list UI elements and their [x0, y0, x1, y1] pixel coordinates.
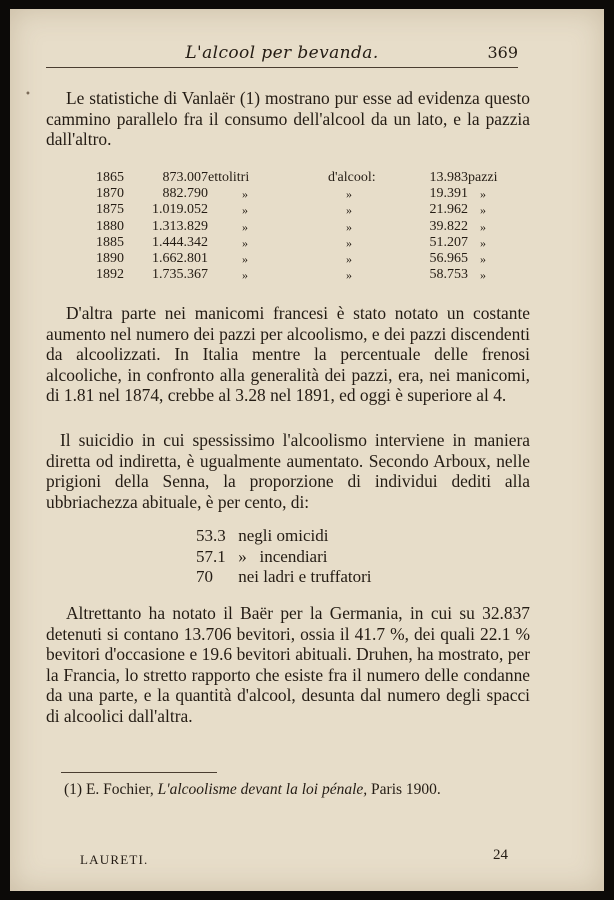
- book-page: [10, 9, 604, 891]
- crime-row: [196, 567, 372, 588]
- stats-unit-ettolitri: »: [242, 268, 248, 283]
- stats-pazzi-count: 39.822: [429, 218, 468, 234]
- crime-row: [196, 547, 372, 568]
- stats-year: 1880: [96, 218, 124, 234]
- crime-percent: 53.3: [196, 526, 226, 545]
- stats-liters: 1.662.801: [152, 251, 208, 267]
- stats-row: [96, 170, 520, 186]
- stats-unit-pazzi: »: [480, 235, 486, 250]
- stats-liters: 1.313.829: [152, 218, 208, 234]
- footnote-author: (1) E. Fochier,: [64, 781, 154, 798]
- stats-unit-ettolitri: »: [242, 203, 248, 218]
- stats-year: 1890: [96, 251, 124, 267]
- paragraph-french-asylums: D'altra parte nei manicomi francesi è stato notato un costante aumento nel numero dei pazzi per alcoolismo, e dei pazzi discendenti da alcoolizzati. In Italia mentre la percentuale delle frenosi alcooliche, in confronto alla generalità dei pazzi, era, nei manicomi, di 1.81 nel 1874, crebbe al 3.28 nel 1891, ed oggi è superiore al 4.: [46, 303, 530, 405]
- stats-pazzi-count: 58.753: [429, 267, 468, 283]
- stats-liters: 1.444.342: [152, 234, 208, 250]
- stats-year: 1885: [96, 234, 124, 250]
- footnote-place-year: Paris 1900.: [371, 781, 441, 798]
- footnote-divider: [61, 772, 217, 773]
- footnote: [64, 781, 441, 799]
- stats-unit-ettolitri: »: [242, 252, 248, 267]
- stats-unit-pazzi: »: [480, 219, 486, 234]
- stats-liters: 873.007: [162, 170, 208, 185]
- stats-unit-ettolitri: »: [242, 219, 248, 234]
- stats-row: [96, 267, 520, 283]
- crime-percentage-list: [196, 526, 372, 588]
- running-title: L'alcool per bevanda.: [185, 43, 379, 63]
- page-header: [46, 37, 518, 68]
- stats-year: 1865: [96, 170, 124, 185]
- stats-unit-ettolitri: ettolitri: [208, 170, 250, 185]
- crime-row: [196, 526, 372, 547]
- crime-label: » incendiari: [238, 546, 328, 566]
- crime-percent: 57.1: [196, 546, 226, 566]
- stats-pazzi-count: 56.965: [429, 251, 468, 267]
- footnote-title: L'alcoolisme devant la loi pénale,: [157, 781, 368, 798]
- stats-unit-alcool: »: [346, 203, 352, 218]
- stats-row: [96, 235, 520, 251]
- sheet-number: 24: [493, 847, 508, 863]
- stats-row: [96, 251, 520, 267]
- stats-pazzi-count: 51.207: [429, 234, 468, 250]
- stray-ink-mark: •: [25, 89, 31, 100]
- stats-unit-pazzi: »: [480, 203, 486, 218]
- crime-label: nei ladri e truffatori: [238, 567, 372, 586]
- stats-pazzi-count: 13.983: [429, 170, 468, 185]
- stats-unit-alcool: »: [346, 268, 352, 283]
- stats-pazzi-count: 21.962: [429, 202, 468, 218]
- stats-pazzi-count: 19.391: [429, 186, 468, 202]
- stats-row: [96, 186, 520, 202]
- stats-unit-alcool: »: [346, 187, 352, 202]
- stats-year: 1892: [96, 267, 124, 283]
- stats-unit-pazzi: »: [480, 252, 486, 267]
- alcohol-insanity-table: [96, 170, 520, 283]
- stats-unit-alcool: d'alcool:: [328, 170, 376, 185]
- stats-unit-alcool: »: [346, 252, 352, 267]
- stats-liters: 1.735.367: [152, 267, 208, 283]
- page-number: 369: [487, 43, 518, 62]
- crime-label: negli omicidi: [238, 526, 329, 545]
- stats-row: [96, 219, 520, 235]
- stats-year: 1870: [96, 186, 124, 202]
- stats-liters: 882.790: [162, 186, 208, 202]
- stats-unit-alcool: »: [346, 235, 352, 250]
- crime-percent: 70: [196, 567, 213, 586]
- paragraph-vanlaer-statistics: Le statistiche di Vanlaër (1) mostrano pur esse ad evidenza questo cammino parallelo fra il consumo dell'alcool da un lato, e la pazzia dall'altro.: [46, 88, 530, 149]
- stats-unit-pazzi: pazzi: [468, 170, 498, 185]
- paragraph-suicide: Il suicidio in cui spessissimo l'alcoolismo interviene in maniera diretta od indiretta, è ugualmente aumentato. Secondo Arboux, nelle prigioni della Senna, la proporzione di individui dediti alla ubbriachezza abituale, è per cento, di:: [46, 430, 530, 512]
- stats-liters: 1.019.052: [152, 202, 208, 218]
- stats-unit-alcool: »: [346, 219, 352, 234]
- printer-signature: LAURETI.: [80, 852, 149, 867]
- stats-unit-ettolitri: »: [242, 235, 248, 250]
- stats-year: 1875: [96, 202, 124, 218]
- stats-row: [96, 202, 520, 218]
- paragraph-germany-france: Altrettanto ha notato il Baër per la Germania, in cui su 32.837 detenuti si contano 13.706 bevitori, ossia il 41.7 %, dei quali 22.1 % bevitori d'occasione e 19.6 bevitori abituali. Druhen, ha mostrato, per la Francia, lo stretto rapporto che esiste fra il numero delle condanne da una parte, e la quantità d'alcool, desunta dal numero degli spacci di alcoolici dall'altra.: [46, 603, 530, 726]
- stats-unit-pazzi: »: [480, 268, 486, 283]
- stats-table-body: [96, 170, 520, 283]
- stats-unit-ettolitri: »: [242, 187, 248, 202]
- stats-unit-pazzi: »: [480, 187, 486, 202]
